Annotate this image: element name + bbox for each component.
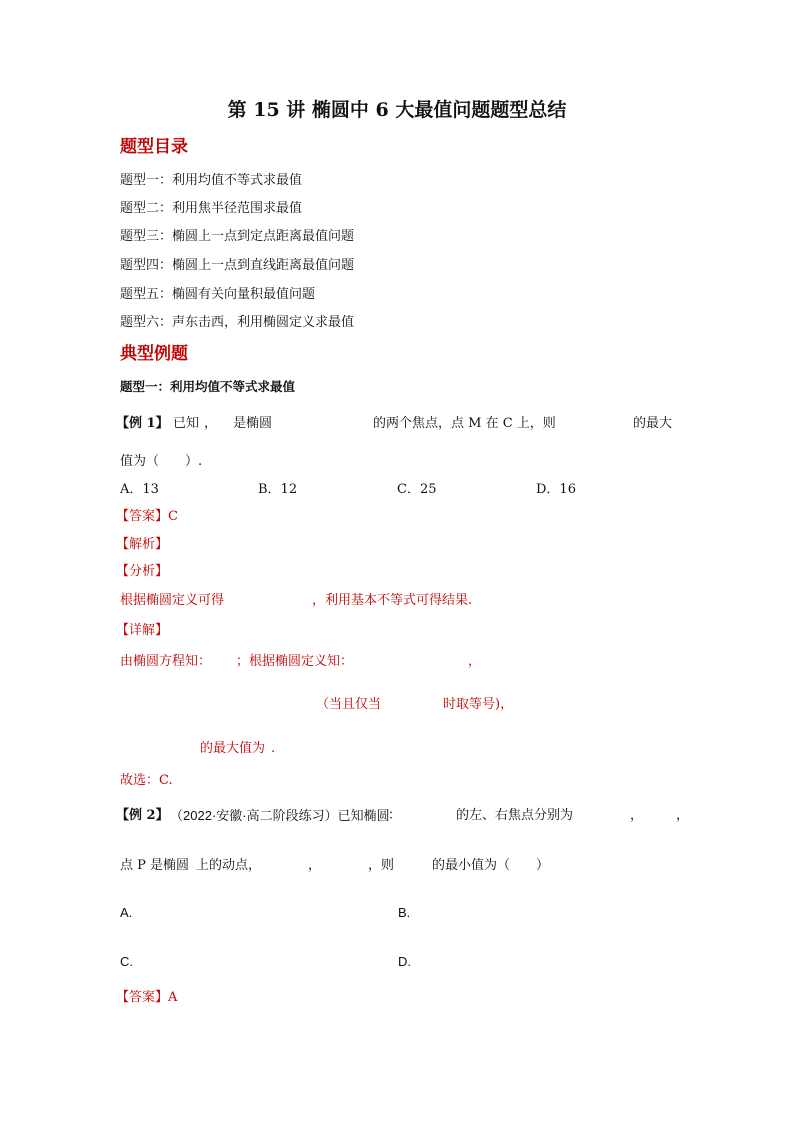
examples-heading: 典型例题 xyxy=(120,344,188,364)
detail-text: （当且仅当 xyxy=(316,697,382,712)
detail-text: ；根据椭圆定义知： xyxy=(236,654,354,669)
toc-heading: 题型目录 xyxy=(120,137,188,157)
question-source: （2022·安徽·高二阶段练习）已知椭圆 xyxy=(170,808,390,823)
question-text: ， xyxy=(204,416,218,431)
question-text: 值为（ ）. xyxy=(120,454,203,469)
detail-text: 时取等号)， xyxy=(443,697,514,712)
toc-item: 题型六：声东击西，利用椭圆定义求最值 xyxy=(120,315,355,330)
jiexi-label: 【解析】 xyxy=(116,537,169,552)
option-a: A．13 xyxy=(120,482,159,497)
question-text: 的最小值为（ ） xyxy=(432,858,550,873)
option-b: B. xyxy=(398,905,411,920)
page-title: 第 15 讲 椭圆中 6 大最值问题题型总结 xyxy=(227,99,567,121)
question-text: 点 P 是椭圆 xyxy=(120,858,190,873)
toc-item: 题型二：利用焦半径范围求最值 xyxy=(120,201,303,216)
choice-text: 故选：C. xyxy=(120,773,173,788)
toc-item: 题型一：利用均值不等式求最值 xyxy=(120,173,303,188)
question-text: ： xyxy=(388,808,402,823)
question-text: 的两个焦点，点 M 在 C 上，则 xyxy=(373,416,556,431)
fenxi-label: 【分析】 xyxy=(116,564,169,579)
toc-item: 题型三：椭圆上一点到定点距离最值问题 xyxy=(120,229,355,244)
analysis-text: ，利用基本不等式可得结果. xyxy=(312,593,473,608)
option-c: C．25 xyxy=(397,482,437,497)
detail-text: 由椭圆方程知： xyxy=(120,654,212,669)
option-c: C. xyxy=(120,954,133,969)
section-title: 题型一：利用均值不等式求最值 xyxy=(120,379,296,394)
detail-text: . xyxy=(271,741,276,756)
example-label: 【例 1】 xyxy=(116,416,169,431)
option-a: A. xyxy=(120,905,133,920)
option-d: D. xyxy=(398,954,411,969)
toc-item: 题型四：椭圆上一点到直线距离最值问题 xyxy=(120,258,355,273)
question-text: 的左、右焦点分别为 xyxy=(456,808,574,823)
detail-text: 的最大值为 xyxy=(200,741,266,756)
question-text: ， xyxy=(308,858,322,873)
question-text: 已知 xyxy=(173,416,200,431)
analysis-text: 根据椭圆定义可得 xyxy=(120,593,225,608)
question-text: 上的动点， xyxy=(196,858,262,873)
question-text: ， xyxy=(630,808,644,823)
detail-text: ， xyxy=(468,654,482,669)
toc-item: 题型五：椭圆有关向量积最值问题 xyxy=(120,287,316,302)
question-text: 的最大 xyxy=(633,416,673,431)
answer: 【答案】A xyxy=(116,990,178,1005)
option-b: B．12 xyxy=(258,482,298,497)
xiangjie-label: 【详解】 xyxy=(116,623,169,638)
answer: 【答案】C xyxy=(116,509,178,524)
option-d: D．16 xyxy=(536,482,576,497)
question-text: ， xyxy=(676,808,690,823)
question-text: 是椭圆 xyxy=(233,416,273,431)
example-label: 【例 2】 xyxy=(116,808,169,823)
question-text: ，则 xyxy=(368,858,395,873)
